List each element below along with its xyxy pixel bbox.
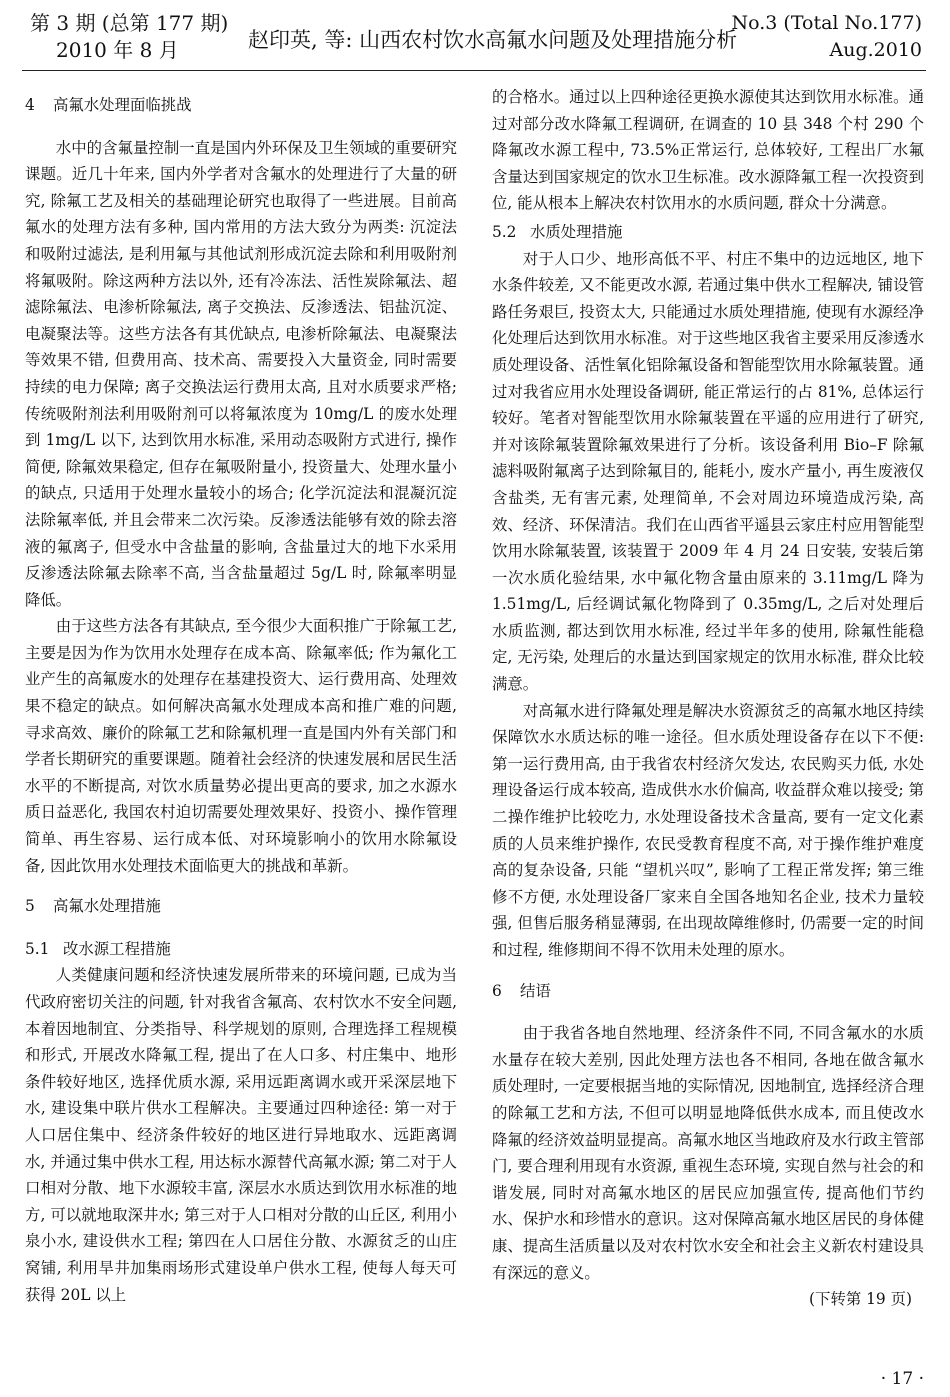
issue-number-cn: 第 3 期 (总第 177 期) xyxy=(30,11,229,35)
paragraph: 的合格水。通过以上四种途径更换水源使其达到饮用水标准。通过对部分改水降氟工程调研, 在调查的 10 县 348 个村 290 个降氟改水源工程中, 73.5%正常运行, 总体较好, 工程出厂水氟含量达到国家规定的饮水卫生标准。改水源降氟工程一次投资到位, 能从根本上解决农村饮用水的水质问题, 群众十分满意。 xyxy=(492,88,924,213)
continued-note: (下转第 19 页) xyxy=(809,1290,912,1309)
issue-date-en: Aug.2010 xyxy=(829,39,922,61)
paragraph: 对于人口少、地形高低不平、村庄不集中的边远地区, 地下水条件较差, 又不能更改水源, 若通过集中供水工程解决, 铺设管路任务艰巨, 投资太大, 只能通过水质处理措施, 使现有水源经净化处理后达到饮用水标准。对于这些地区我省主要采用反渗透水质处理设备、活性氧化铝除氟设备和智能型饮用水除氟装置。通过对我省应用水处理设备调研, 能正常运行的占 81%, 总体运行较好。笔者对智能型饮用水除氟装置在平遥的应用进行了研究, 并对该除氟装置除氟效果进行了分析。该设备利用 Bio–F 除氟滤料吸附氟离子达到除氟目的, 能耗小, 废水产量小, 再生废液仅含盐类, 无有害元素, 处理简单, 不会对周边环境造成污染, 高效、经济、环保清洁。我们在山西省平遥县云家庄村应用智能型饮用水除氟装置, 该装置于 2009 年 4 月 24 日安装, 安装后第一次水质化验结果, 水中氟化物含量由原来的 3.11mg/L 降为 1.51mg/L, 后经调试氟化物降到了 0.35mg/L, 之后对处理后水质监测, 都达到饮用水标准, 经过半年多的使用, 除氟性能稳定, 无污染, 处理后的水量达到国家规定的饮用水标准, 群众比较满意。 xyxy=(492,249,924,694)
issue-info-en xyxy=(732,10,922,64)
section-5-heading: 5 高氟水处理措施 xyxy=(25,897,161,916)
paragraph: 水中的含氟量控制一直是国内外环保及卫生领域的重要研究课题。近几十年来, 国内外学者对含氟水的处理进行了大量的研究, 除氟工艺及相关的基础理论研究也取得了一些进展。目前高氟水的处理方法有多种, 国内常用的方法大致分为两类: 沉淀法和吸附过滤法, 是利用氟与其他试剂形成沉淀去除和利用吸附剂将氟吸附。除这两种方法以外, 还有冷冻法、活性炭除氟法、超滤除氟法、电渗析除氟法, 离子交换法、反渗透法、铝盐沉淀、电凝聚法等。这些方法各有其优缺点, 电渗析除氟法、电凝聚法等效果不错, 但费用高、技术高、需要投入大量资金, 同时需要持续的电力保障; 离子交换法运行费用太高, 且对水质要求严格; 传统吸附剂法利用吸附剂可以将氟浓度为 10mg/L 的废水处理到 1mg/L 以下, 达到饮用水标准, 采用动态吸附方式进行, 操作简便, 除氟效果稳定, 但存在氟吸附量小, 投资量大、处理水量小的缺点, 只适用于处理水量较小的场合; 化学沉淀法和混凝沉淀法除氟率低, 并且会带来二次污染。反渗透法能够有效的除去溶液的氟离子, 但受水中含盐量的影响, 含盐量过大的地下水采用反渗透法除氟去除率不高, 当含盐量超过 5g/L 时, 除氟率明显降低。 xyxy=(25,138,457,609)
header-rule xyxy=(22,70,926,71)
issue-info-cn xyxy=(30,10,228,64)
section-6-heading: 6 结语 xyxy=(492,981,551,1000)
left-column xyxy=(25,84,457,1308)
section-5-1-heading: 5.1 改水源工程措施 xyxy=(25,939,171,958)
issue-date-cn: 2010 年 8 月 xyxy=(56,38,179,62)
paragraph: 人类健康问题和经济快速发展所带来的环境问题, 已成为当代政府密切关注的问题, 针对我省含氟高、农村饮水不安全问题, 本着因地制宜、分类指导、科学规划的原则, 合理选择工程规模和形式, 开展改水降氟工程, 提出了在人口多、村庄集中、地形条件较好地区, 选择优质水源, 采用远距离调水或开采深层地下水, 建设集中联片供水工程解决。主要通过四种途径: 第一对于人口居住集中、经济条件较好的地区进行异地取水、远距离调水, 并通过集中供水工程, 用达标水源替代高氟水源; 第二对于人口相对分散、地下水源较丰富, 深层水水质达到饮用水标准的地方, 可以就地取深井水; 第三对于人口相对分散的山丘区, 利用小泉小水, 建设供水工程; 第四在人口居住分散、水源贫乏的山庄窝铺, 利用旱井加集雨场形式建设单户供水工程, 使每人每天可获得 20L 以上 xyxy=(25,966,457,1304)
page-number: · 17 · xyxy=(880,1369,924,1389)
page-header xyxy=(0,0,950,70)
section-4-heading: 4 高氟水处理面临挑战 xyxy=(25,96,192,114)
issue-number-en: No.3 (Total No.177) xyxy=(731,12,922,34)
paragraph: 由于我省各地自然地理、经济条件不同, 不同含氟水的水质水量存在较大差别, 因此处理方法也各不相同, 各地在做含氟水质处理时, 一定要根据当地的实际情况, 因地制宜, 选择经济合理的除氟工艺和方法, 不但可以明显地降低供水成本, 而且使改水降氟的经济效益明显提高。高氟水地区当地政府及水行政主管部门, 要合理利用现有水资源, 重视生态环境, 实现自然与社会的和谐发展, 同时对高氟水地区的居民应加强宣传, 提高他们节约水、保护水和珍惜水的意识。这对保障高氟水地区居民的身体健康、提高生活质量以及对农村饮水安全和社会主义新农村建设具有深远的意义。 xyxy=(492,1024,924,1282)
section-5-2-heading: 5.2 水质处理措施 xyxy=(492,222,623,241)
paragraph: 由于这些方法各有其缺点, 至今很少大面积推广于除氟工艺, 主要是因为作为饮用水处理存在成本高、除氟率低; 作为氟化工业产生的高氟废水的处理存在基建投资大、运行费用高、处理效果不稳定的缺点。如何解决高氟水处理成本高和推广难的问题, 寻求高效、廉价的除氟工艺和除氟机理一直是国内外有关部门和学者长期研究的重要课题。随着社会经济的快速发展和居民生活水平的不断提高, 对饮水质量势必提出更高的要求, 加之水源水质日益恶化, 我国农村迫切需要处理效果好、投资小、操作管理简单、再生容易、运行成本低、对环境影响小的饮用水除氟设备, 因此饮用水处理技术面临更大的挑战和革新。 xyxy=(25,617,457,875)
paragraph: 对高氟水进行降氟处理是解决水资源贫乏的高氟水地区持续保障饮水水质达标的唯一途径。但水质处理设备存在以下不便: 第一运行费用高, 由于我省农村经济欠发达, 农民购买力低, 水处理设备运行成本较高, 造成供水水价偏高, 收益群众难以接受; 第二操作维护比较吃力, 水处理设备技术含量高, 要有一定文化素质的人员来维护操作, 农民受教育程度不高, 对于操作维护难度高的复杂设备, 只能 “望机兴叹”, 影响了工程正常发挥; 第三维修不方便, 水处理设备厂家来自全国各地知名企业, 技术力量较强, 但售后服务稍显薄弱, 在出现故障维修时, 仍需要一定的时间和过程, 维修期间不得不饮用未处理的原水。 xyxy=(492,701,924,959)
right-column xyxy=(492,84,924,1313)
running-title: 赵印英, 等: 山西农村饮水高氟水问题及处理措施分析 xyxy=(248,28,738,52)
